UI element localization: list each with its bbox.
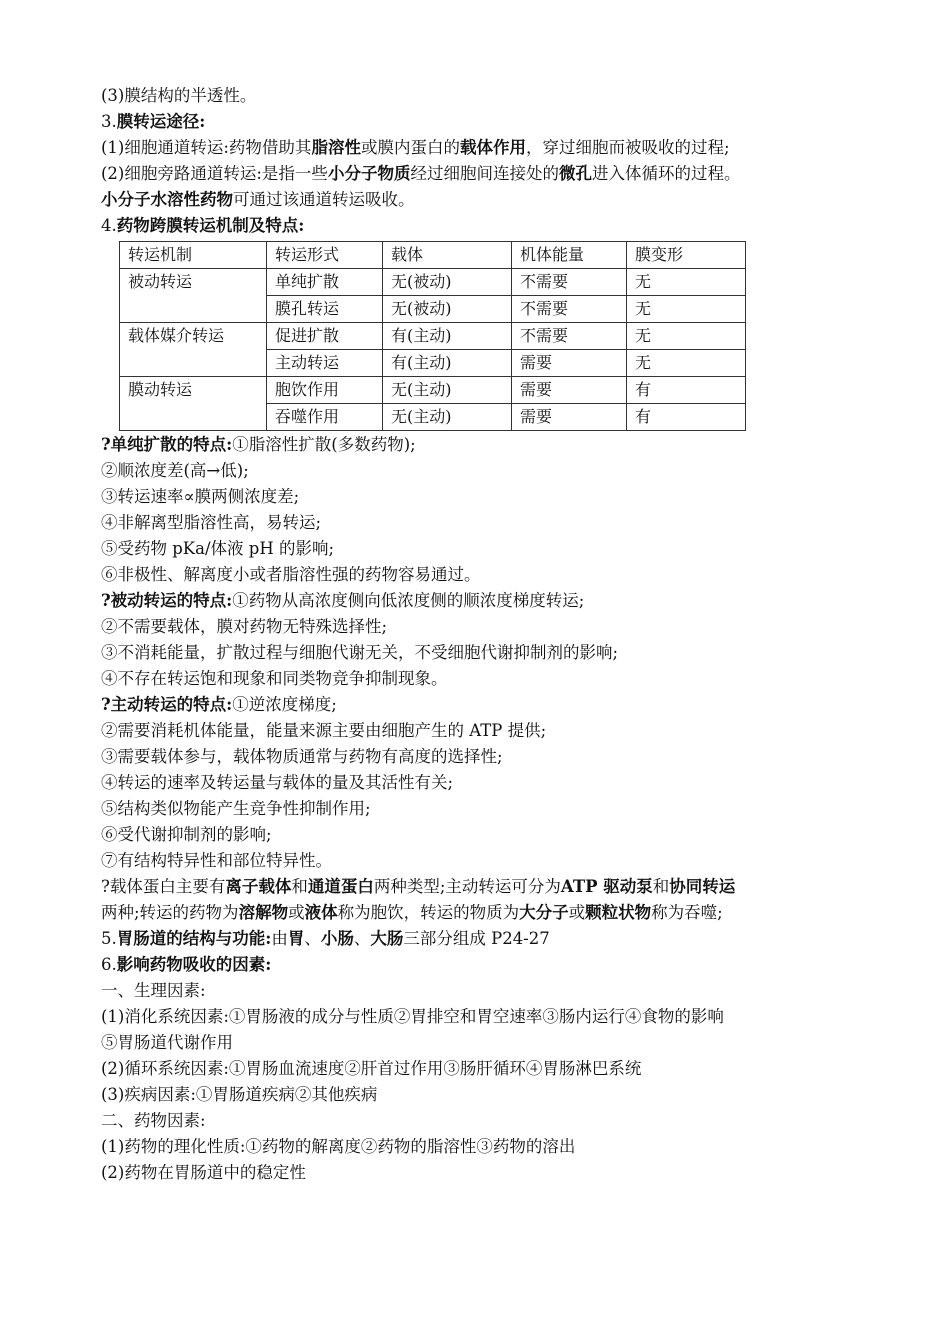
text-line bbox=[101, 822, 846, 848]
text-run: ?载体蛋白主要有 bbox=[101, 877, 226, 896]
table-header-cell: 膜变形 bbox=[627, 242, 746, 269]
table-cell: 无 bbox=[627, 350, 746, 377]
table-cell: 不需要 bbox=[512, 296, 627, 323]
table-header-cell: 转运形式 bbox=[267, 242, 383, 269]
table-cell: 需要 bbox=[512, 377, 627, 404]
text-run: ①药物从高浓度侧向低浓度侧的顺浓度梯度转运; bbox=[232, 591, 585, 610]
text-run: (1)药物的理化性质:①药物的解离度②药物的脂溶性③药物的溶出 bbox=[101, 1137, 576, 1156]
text-line bbox=[101, 926, 846, 952]
text-run: 可通过该通道转运吸收。 bbox=[233, 190, 415, 209]
text-run: 经过细胞间连接处的 bbox=[410, 164, 559, 183]
bold-text: 小分子水溶性药物 bbox=[101, 190, 233, 209]
text-line bbox=[101, 692, 846, 718]
text-line bbox=[101, 1108, 846, 1134]
table-cell: 胞饮作用 bbox=[267, 377, 383, 404]
text-line bbox=[101, 484, 846, 510]
section-characteristics bbox=[101, 432, 846, 1186]
mechanism-cell: 载体媒介转运 bbox=[120, 323, 267, 377]
text-line bbox=[101, 848, 846, 874]
bold-text: 通道蛋白 bbox=[307, 877, 374, 896]
text-line bbox=[101, 161, 846, 187]
table-cell: 无 bbox=[627, 323, 746, 350]
text-run: (1)消化系统因素:①胃肠液的成分与性质②胃排空和胃空速率③肠内运行④食物的影响 bbox=[101, 1007, 724, 1026]
text-line bbox=[101, 666, 846, 692]
text-run: 6. bbox=[101, 955, 117, 974]
table-cell: 有 bbox=[627, 404, 746, 431]
text-line bbox=[101, 952, 846, 978]
bold-text: 药物跨膜转运机制及特点: bbox=[116, 216, 305, 235]
text-line bbox=[101, 718, 846, 744]
table-cell: 无(主动) bbox=[383, 404, 512, 431]
text-run: ⑤胃肠道代谢作用 bbox=[101, 1033, 233, 1052]
text-run: (1)细胞通道转运:药物借助其 bbox=[101, 138, 312, 157]
text-line bbox=[101, 770, 846, 796]
mechanism-cell: 被动转运 bbox=[120, 269, 267, 323]
text-run: 进入体循环的过程。 bbox=[591, 164, 741, 183]
text-run: ②需要消耗机体能量，能量来源主要由细胞产生的 ATP 提供; bbox=[101, 721, 547, 740]
bold-text: 胃 bbox=[287, 929, 305, 948]
transport-mechanism-table bbox=[119, 241, 746, 431]
text-line bbox=[101, 874, 846, 900]
bold-text: 颗粒状物 bbox=[585, 903, 652, 922]
text-run: 5. bbox=[101, 929, 117, 948]
table-cell: 吞噬作用 bbox=[267, 404, 383, 431]
bold-text: 影响药物吸收的因素: bbox=[116, 955, 272, 974]
table-cell: 有(主动) bbox=[383, 323, 512, 350]
text-line bbox=[101, 1056, 846, 1082]
text-line bbox=[101, 978, 846, 1004]
text-run: ⑥受代谢抑制剂的影响; bbox=[101, 825, 272, 844]
bold-text: 液体 bbox=[304, 903, 338, 922]
text-line bbox=[101, 135, 846, 161]
bold-text: 协同转运 bbox=[669, 877, 736, 896]
table-header-cell: 机体能量 bbox=[512, 242, 627, 269]
mechanism-cell: 膜动转运 bbox=[120, 377, 267, 431]
text-run: ③转运速率∝膜两侧浓度差; bbox=[101, 487, 300, 506]
text-run: 两种;转运的药物为 bbox=[101, 903, 239, 922]
bold-text: 膜转运途径: bbox=[116, 112, 206, 131]
table-cell: 需要 bbox=[512, 404, 627, 431]
text-line bbox=[101, 432, 846, 458]
text-run: (2)循环系统因素:①胃肠血流速度②肝首过作用③肠肝循环④胃肠淋巴系统 bbox=[101, 1059, 642, 1078]
text-run: 、 bbox=[353, 929, 371, 948]
text-line bbox=[101, 1134, 846, 1160]
text-run: (3)疾病因素:①胃肠道疾病②其他疾病 bbox=[101, 1085, 378, 1104]
text-line bbox=[101, 536, 846, 562]
text-line bbox=[101, 109, 846, 135]
text-line bbox=[101, 213, 846, 239]
text-run: ⑦有结构特异性和部位特异性。 bbox=[101, 851, 332, 870]
text-run: ⑤受药物 pKa/体液 pH 的影响; bbox=[101, 539, 335, 558]
text-run: (2)药物在胃肠道中的稳定性 bbox=[101, 1163, 306, 1182]
text-line bbox=[101, 588, 846, 614]
text-run: ①逆浓度梯度; bbox=[232, 695, 337, 714]
text-run: 二、药物因素: bbox=[101, 1111, 206, 1130]
text-line bbox=[101, 458, 846, 484]
text-run: ④转运的速率及转运量与载体的量及其活性有关; bbox=[101, 773, 454, 792]
table-header-cell: 转运机制 bbox=[120, 242, 267, 269]
bold-text: 小分子物质 bbox=[327, 164, 411, 183]
text-line bbox=[101, 744, 846, 770]
text-line bbox=[101, 1004, 846, 1030]
text-run: 或 bbox=[288, 903, 305, 922]
text-run: 和 bbox=[652, 877, 670, 896]
text-run: 或膜内蛋白的 bbox=[360, 138, 460, 157]
text-run: ①脂溶性扩散(多数药物); bbox=[232, 435, 416, 454]
table-cell: 无(被动) bbox=[383, 296, 512, 323]
text-run: ⑤结构类似物能产生竞争性抑制作用; bbox=[101, 799, 371, 818]
text-run: 、 bbox=[304, 929, 321, 948]
text-line bbox=[101, 562, 846, 588]
text-run: 三部分组成 P24-27 bbox=[403, 929, 550, 948]
bold-text: 胃肠道的结构与功能: bbox=[116, 929, 272, 948]
text-run: ④非解离型脂溶性高，易转运; bbox=[101, 513, 322, 532]
text-run: 称为胞饮，转运的物质为 bbox=[337, 903, 520, 922]
text-run: 3. bbox=[101, 112, 117, 131]
text-run: ③不消耗能量，扩散过程与细胞代谢无关，不受细胞代谢抑制剂的影响; bbox=[101, 643, 619, 662]
text-run: 一、生理因素: bbox=[101, 981, 206, 1000]
section-transport-routes bbox=[101, 83, 846, 239]
table-cell: 无 bbox=[627, 269, 746, 296]
bold-text: 大肠 bbox=[370, 929, 404, 948]
bold-text: 溶解物 bbox=[238, 903, 289, 922]
text-line bbox=[101, 614, 846, 640]
table-cell: 有(主动) bbox=[383, 350, 512, 377]
table-cell: 不需要 bbox=[512, 323, 627, 350]
text-run: 称为吞噬; bbox=[651, 903, 723, 922]
table-cell: 单纯扩散 bbox=[267, 269, 383, 296]
table-row bbox=[120, 323, 746, 350]
bold-text: 离子载体 bbox=[225, 877, 292, 896]
text-line bbox=[101, 83, 846, 109]
text-line bbox=[101, 900, 846, 926]
table-cell: 无 bbox=[627, 296, 746, 323]
table-cell: 有 bbox=[627, 377, 746, 404]
table-row bbox=[120, 269, 746, 296]
table-cell: 不需要 bbox=[512, 269, 627, 296]
text-line bbox=[101, 1030, 846, 1056]
text-line bbox=[101, 1160, 846, 1186]
table-cell: 主动转运 bbox=[267, 350, 383, 377]
bold-text: ?单纯扩散的特点: bbox=[101, 435, 233, 454]
text-line bbox=[101, 640, 846, 666]
text-run: ，穿过细胞而被吸收的过程; bbox=[525, 138, 730, 157]
table-cell: 膜孔转运 bbox=[267, 296, 383, 323]
bold-text: ?被动转运的特点: bbox=[101, 591, 233, 610]
text-line bbox=[101, 510, 846, 536]
bold-text: 载体作用 bbox=[459, 138, 526, 157]
table-row bbox=[120, 377, 746, 404]
text-line bbox=[101, 796, 846, 822]
text-run: (3)膜结构的半透性。 bbox=[101, 86, 257, 105]
table-cell: 无(被动) bbox=[383, 269, 512, 296]
table-cell: 无(主动) bbox=[383, 377, 512, 404]
table-header-row bbox=[120, 242, 746, 269]
table-cell: 需要 bbox=[512, 350, 627, 377]
bold-text: ?主动转运的特点: bbox=[101, 695, 233, 714]
text-run: 和 bbox=[291, 877, 308, 896]
text-run: 或 bbox=[568, 903, 586, 922]
text-run: 两种类型;主动转运可分为 bbox=[373, 877, 561, 896]
table-cell: 促进扩散 bbox=[267, 323, 383, 350]
text-run: ③需要载体参与，载体物质通常与药物有高度的选择性; bbox=[101, 747, 503, 766]
bold-text: 小肠 bbox=[320, 929, 354, 948]
text-run: ②顺浓度差(高→低); bbox=[101, 461, 249, 480]
bold-text: ATP 驱动泵 bbox=[560, 877, 653, 896]
table-header-cell: 载体 bbox=[383, 242, 512, 269]
document-page bbox=[101, 83, 846, 1186]
text-run: ②不需要载体，膜对药物无特殊选择性; bbox=[101, 617, 388, 636]
text-run: ④不存在转运饱和现象和同类物竞争抑制现象。 bbox=[101, 669, 448, 688]
text-line bbox=[101, 187, 846, 213]
text-run: 由 bbox=[271, 929, 288, 948]
text-run: ⑥非极性、解离度小或者脂溶性强的药物容易通过。 bbox=[101, 565, 481, 584]
bold-text: 脂溶性 bbox=[311, 138, 361, 157]
bold-text: 微孔 bbox=[558, 164, 592, 183]
text-run: (2)细胞旁路通道转运:是指一些 bbox=[101, 164, 328, 183]
text-run: 4. bbox=[101, 216, 117, 235]
text-line bbox=[101, 1082, 846, 1108]
bold-text: 大分子 bbox=[519, 903, 569, 922]
